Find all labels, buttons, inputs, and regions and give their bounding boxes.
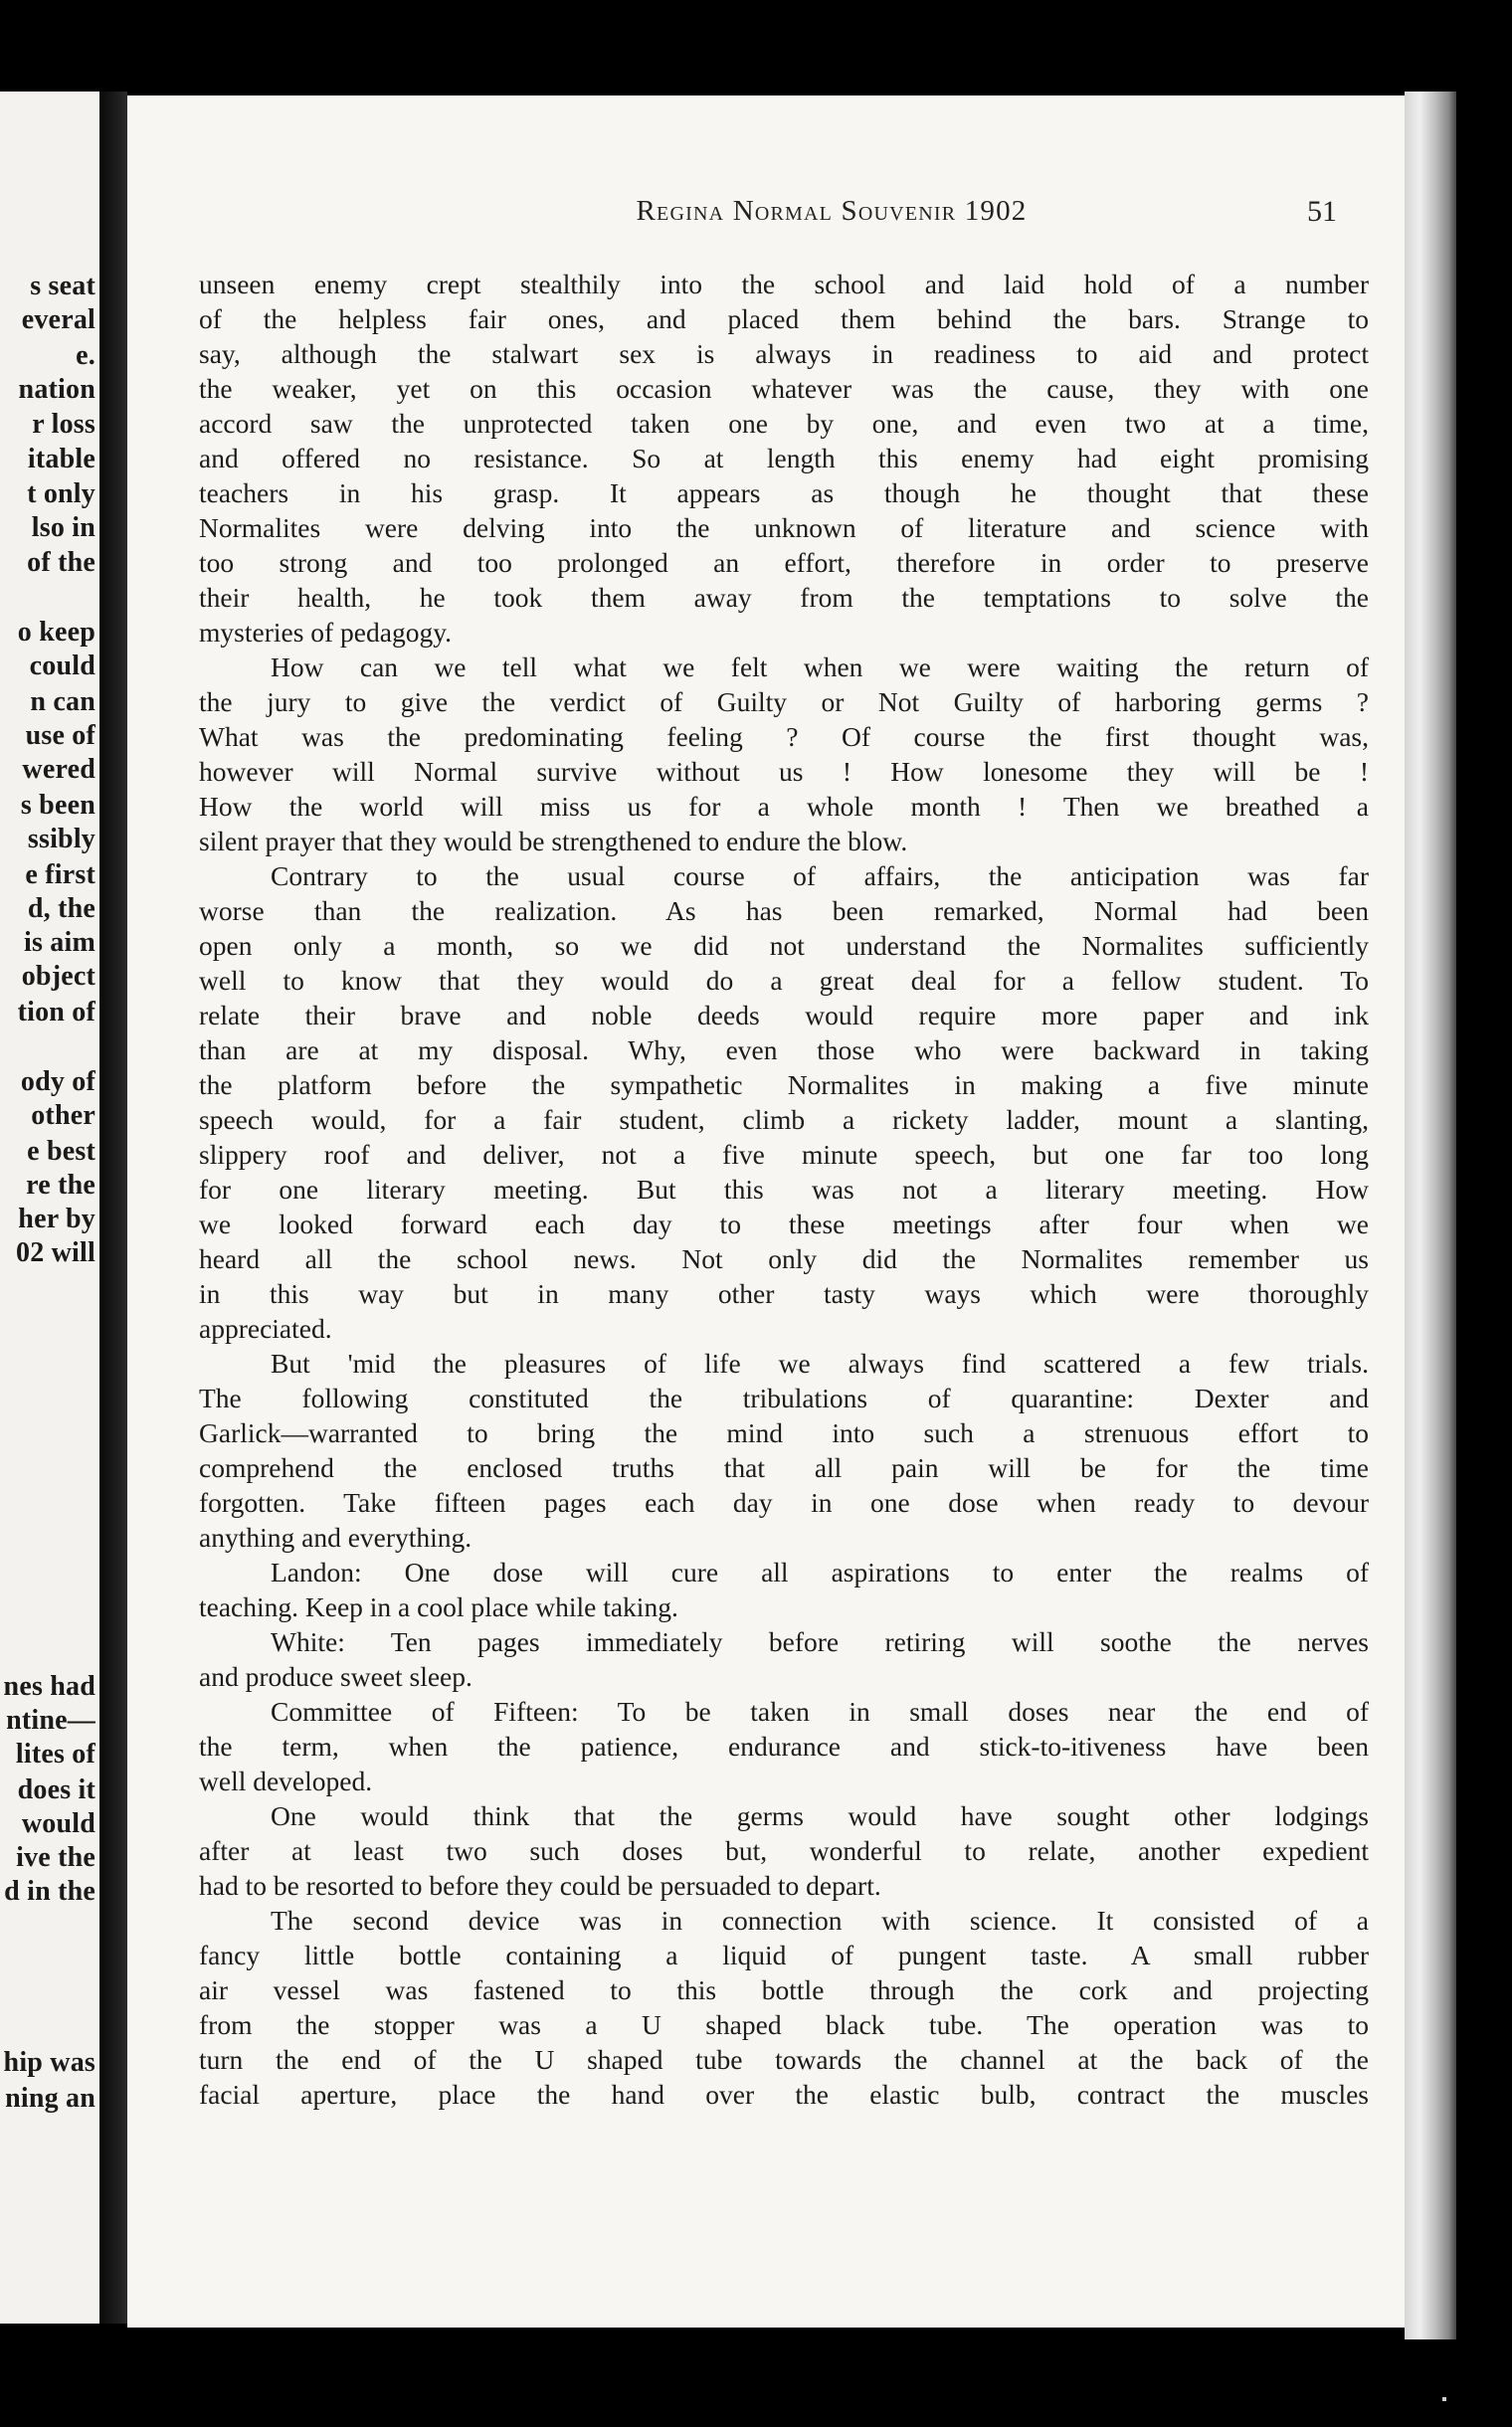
book-gutter: [99, 92, 127, 2324]
facing-page-text-fragment: s seat: [30, 271, 95, 301]
text-line: the term, when the patience, endurance and stick-to-itiveness have been: [199, 1731, 1369, 1762]
text-line: relate their brave and noble deeds would require more paper and ink: [199, 1000, 1369, 1030]
text-line: appreciated.: [199, 1313, 332, 1344]
text-line: well to know that they would do a great deal for a fellow student. To: [199, 965, 1369, 996]
facing-page-text-fragment: e best: [27, 1136, 95, 1167]
text-line: How the world will miss us for a whole month ! Then we breathed a: [199, 791, 1369, 822]
facing-page-text-fragment: use of: [25, 720, 95, 751]
facing-page-text-fragment: d, the: [27, 893, 95, 924]
facing-page-text-fragment: o keep: [17, 617, 95, 648]
text-line: Contrary to the usual course of affairs, the anticipation was far: [271, 860, 1369, 891]
page-number: 51: [1307, 195, 1337, 228]
facing-page-text-fragment: wered: [22, 754, 95, 785]
text-line: say, although the stalwart sex is always in readiness to aid and protect: [199, 338, 1369, 369]
text-line: than are at my disposal. Why, even those who were backward in taking: [199, 1034, 1369, 1065]
text-line: silent prayer that they would be strengthened to endure the blow.: [199, 826, 908, 856]
text-line: too strong and too prolonged an effort, therefore in order to preserve: [199, 547, 1369, 578]
document-page: [127, 95, 1420, 2328]
text-line: facial aperture, place the hand over the elastic bulb, contract the muscles: [199, 2079, 1369, 2110]
text-line: Normalites were delving into the unknown of literature and science with: [199, 512, 1369, 543]
facing-page-text-fragment: tion of: [17, 997, 95, 1027]
text-line: we looked forward each day to these meetings after four when we: [199, 1209, 1369, 1239]
text-line: White: Ten pages immediately before retiring will soothe the nerves: [271, 1626, 1369, 1657]
text-line: mysteries of pedagogy.: [199, 617, 453, 648]
facing-page-text-fragment: e first: [25, 859, 95, 890]
text-line: well developed.: [199, 1766, 373, 1796]
facing-page-text-fragment: e.: [76, 340, 95, 371]
text-line: after at least two such doses but, wonderful to relate, another expedient: [199, 1835, 1369, 1866]
text-line: open only a month, so we did not understand the Normalites sufficiently: [199, 930, 1369, 961]
text-line: in this way but in many other tasty ways which were thoroughly: [199, 1278, 1369, 1309]
facing-page-text-fragment: ody of: [20, 1066, 95, 1097]
facing-page-text-fragment: nes had: [3, 1671, 95, 1702]
text-line: air vessel was fastened to this bottle through the cork and projecting: [199, 1974, 1369, 2005]
facing-page-text-fragment: 02 will: [16, 1237, 95, 1268]
facing-page-text-fragment: object: [21, 961, 95, 992]
text-line: One would think that the germs would have sought other lodgings: [271, 1800, 1369, 1831]
text-line: accord saw the unprotected taken one by one, and even two at a time,: [199, 408, 1369, 439]
text-line: The following constituted the tribulations of quarantine: Dexter and: [199, 1383, 1369, 1413]
facing-page-text-fragment: does it: [17, 1774, 95, 1805]
text-line: comprehend the enclosed truths that all pain will be for the time: [199, 1452, 1369, 1483]
text-line: forgotten. Take fifteen pages each day in one dose when ready to devour: [199, 1487, 1369, 1518]
text-line: the platform before the sympathetic Normalites in making a five minute: [199, 1069, 1369, 1100]
facing-page-text-fragment: s been: [20, 790, 95, 821]
facing-page-text-fragment: n can: [30, 686, 95, 717]
facing-page-text-fragment: d in the: [4, 1876, 95, 1907]
text-line: slippery roof and deliver, not a five minute speech, but one far too long: [199, 1139, 1369, 1170]
text-line: fancy little bottle containing a liquid of pungent taste. A small rubber: [199, 1940, 1369, 1970]
text-line: The second device was in connection with science. It consisted of a: [271, 1905, 1369, 1936]
running-head: Regina Normal Souvenir 1902: [636, 195, 1028, 227]
facing-page-text-fragment: itable: [27, 444, 95, 474]
text-line: from the stopper was a U shaped black tube. The operation was to: [199, 2009, 1369, 2040]
text-line: the weaker, yet on this occasion whatever was the cause, they with one: [199, 373, 1369, 404]
text-line: speech would, for a fair student, climb a rickety ladder, mount a slanting,: [199, 1104, 1369, 1135]
text-line: teachers in his grasp. It appears as though he thought that these: [199, 477, 1369, 508]
facing-page-text-fragment: her by: [18, 1204, 95, 1234]
facing-page-text-fragment: r loss: [32, 409, 95, 440]
facing-page-text-fragment: ning an: [5, 2083, 95, 2114]
text-line: Committee of Fifteen: To be taken in small doses near the end of: [271, 1696, 1369, 1727]
facing-page-text-fragment: is aim: [24, 927, 95, 958]
facing-page-text-fragment: lites of: [15, 1739, 95, 1770]
text-line: of the helpless fair ones, and placed them behind the bars. Strange to: [199, 303, 1369, 334]
facing-page-text-fragment: nation: [18, 374, 95, 405]
facing-page-text-fragment: lso in: [31, 512, 95, 543]
facing-page-text-fragment: of the: [27, 547, 95, 578]
facing-page-text-fragment: ssibly: [27, 824, 95, 854]
facing-page-text-fragment: t only: [27, 478, 95, 509]
body-text: [199, 267, 1369, 2112]
facing-page-text-fragment: could: [29, 651, 95, 681]
text-line: Landon: One dose will cure all aspirations to enter the realms of: [271, 1557, 1369, 1587]
text-line: worse than the realization. As has been remarked, Normal had been: [199, 895, 1369, 926]
text-line: turn the end of the U shaped tube towards the channel at the back of the: [199, 2044, 1369, 2075]
text-line: however will Normal survive without us ! How lonesome they will be !: [199, 756, 1369, 787]
text-line: How can we tell what we felt when we were waiting the return of: [271, 652, 1369, 682]
text-line: and offered no resistance. So at length this enemy had eight promising: [199, 443, 1369, 473]
text-line: had to be resorted to before they could be persuaded to depart.: [199, 1870, 881, 1901]
text-line: Garlick—warranted to bring the mind into such a strenuous effort to: [199, 1417, 1369, 1448]
text-line: teaching. Keep in a cool place while taking.: [199, 1591, 678, 1622]
facing-page-fragment: [0, 92, 99, 2324]
facing-page-text-fragment: ntine—: [6, 1705, 95, 1736]
text-line: and produce sweet sleep.: [199, 1661, 472, 1692]
text-line: unseen enemy crept stealthily into the school and laid hold of a number: [199, 269, 1369, 299]
text-line: for one literary meeting. But this was not a literary meeting. How: [199, 1174, 1369, 1205]
facing-page-text-fragment: hip was: [3, 2047, 95, 2078]
text-line: anything and everything.: [199, 1522, 472, 1553]
text-line: their health, he took them away from the temptations to solve the: [199, 582, 1369, 613]
facing-page-text-fragment: re the: [26, 1170, 95, 1201]
facing-page-text-fragment: everal: [21, 304, 95, 335]
text-line: But 'mid the pleasures of life we always find scattered a few trials.: [271, 1348, 1369, 1379]
page-edge: [1405, 92, 1456, 2339]
facing-page-text-fragment: would: [21, 1808, 95, 1839]
text-line: What was the predominating feeling ? Of course the first thought was,: [199, 721, 1369, 752]
scan-speck: [1442, 2397, 1446, 2401]
text-line: heard all the school news. Not only did the Normalites remember us: [199, 1243, 1369, 1274]
text-line: the jury to give the verdict of Guilty or Not Guilty of harboring germs ?: [199, 686, 1369, 717]
facing-page-text-fragment: ive the: [16, 1842, 95, 1873]
facing-page-text-fragment: other: [31, 1100, 95, 1131]
